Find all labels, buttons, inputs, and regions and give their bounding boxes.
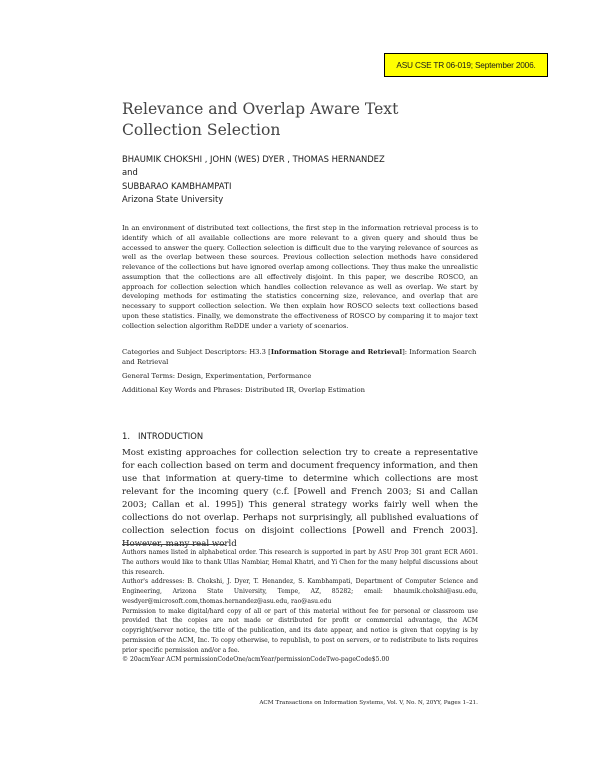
paper-title: Relevance and Overlap Aware Text Collection Selection	[122, 100, 399, 139]
footnote-copyright: © 20acmYear ACM permissionCodeOne/acmYear/permissionCodeTwo-pageCode$5.00	[122, 656, 390, 664]
tech-report-tag: ASU CSE TR 06-019; September 2006.	[384, 53, 548, 77]
author-line: BHAUMIK CHOKSHI , JOHN (WES) DYER , THOMAS HERNANDEZ	[122, 154, 385, 164]
author-conjunction: and	[122, 167, 138, 178]
footnote-rule	[122, 544, 225, 545]
footnote-support: Authors names listed in alphabetical order. This research is supported in part by ASU Prop 301 grant ECR A601. The authors would like to thank Ullas Nambiar, Hemal Khatri, and Yi Chen for the many helpful discussions about this research.	[122, 549, 478, 576]
general-terms: General Terms: Design, Experimentation, Performance	[122, 372, 312, 380]
running-footer: ACM Transactions on Information Systems, Vol. V, No. N, 20YY, Pages 1–21.	[259, 700, 478, 706]
footnote-permission: Permission to make digital/hard copy of all or part of this material without fee for personal or classroom use provided that the copies are not made or distributed for profit or commercial advantage, the ACM copyright/server notice, the title of the publication, and its date appear, and notice is given that copying is by permission of the ACM, Inc. To copy otherwise, to republish, to post on servers, or to redistribute to lists requires prior specific permission and/or a fee.	[122, 607, 478, 654]
key-words: Additional Key Words and Phrases: Distributed IR, Overlap Estimation	[122, 386, 366, 394]
footnotes	[122, 548, 478, 665]
abstract: In an environment of distributed text collections, the first step in the information retrieval process is to identify which of all available collections are more relevant to a given query and should thus be accessed to answer the query. Collection selection is difficult due to the varying relevance of sources as well as the overlap between these sources. Previous collection selection methods have considered relevance of the collections but have ignored overlap among collections. They thus make the unrealistic assumption that the collections are all effectively disjoint. In this paper, we describe ROSCO, an approach for collection selection which handles collection relevance as well as overlap. We start by developing methods for estimating the statistics concerning size, relevance, and overlap that are necessary to support collection selection. We then explain how ROSCO selects text collections based upon these statistics. Finally, we demonstrate the effectiveness of ROSCO by comparing it to major text collection selection algorithm ReDDE under a variety of scenarios.	[122, 224, 478, 330]
categories-prefix: Categories and Subject Descriptors: H3.3 [	[122, 348, 271, 356]
author-affiliation: Arizona State University	[122, 194, 224, 205]
section-number: 1.	[122, 431, 130, 441]
categories-suffix: ]: Information Search and Retrieval	[122, 348, 477, 366]
footnote-address: Author's addresses: B. Chokshi, J. Dyer, T. Henandez, S. Kambhampati, Department of Computer Science and Engineering, Arizona State University, Tempe, AZ, 85282; email: bhaumik.chokshi@asu.edu, wesdyer@microsoft.com,thomas.hernandez@asu.edu, rao@asu.edu	[122, 578, 478, 605]
author-block	[122, 153, 502, 207]
categories-bold: Information Storage and Retrieval	[270, 348, 403, 356]
section-heading-introduction	[122, 431, 203, 441]
categories-descriptors	[122, 348, 478, 368]
author-line: SUBBARAO KAMBHAMPATI	[122, 180, 232, 191]
section-title: INTRODUCTION	[138, 431, 204, 441]
introduction-paragraph: Most existing approaches for collection selection try to create a representative for each collection based on term and document frequency information, and then use that information at query-time to determine which collections are most relevant for the incoming query (c.f. [Powell and French 2003; Si and Callan 2003; Callan et al. 1995]) This general strategy works fairly well when the collections do not overlap. Perhaps not surprisingly, all published evaluations of collection selection focus on disjoint collections [Powell and French 2003]. However, many real world	[122, 448, 478, 550]
